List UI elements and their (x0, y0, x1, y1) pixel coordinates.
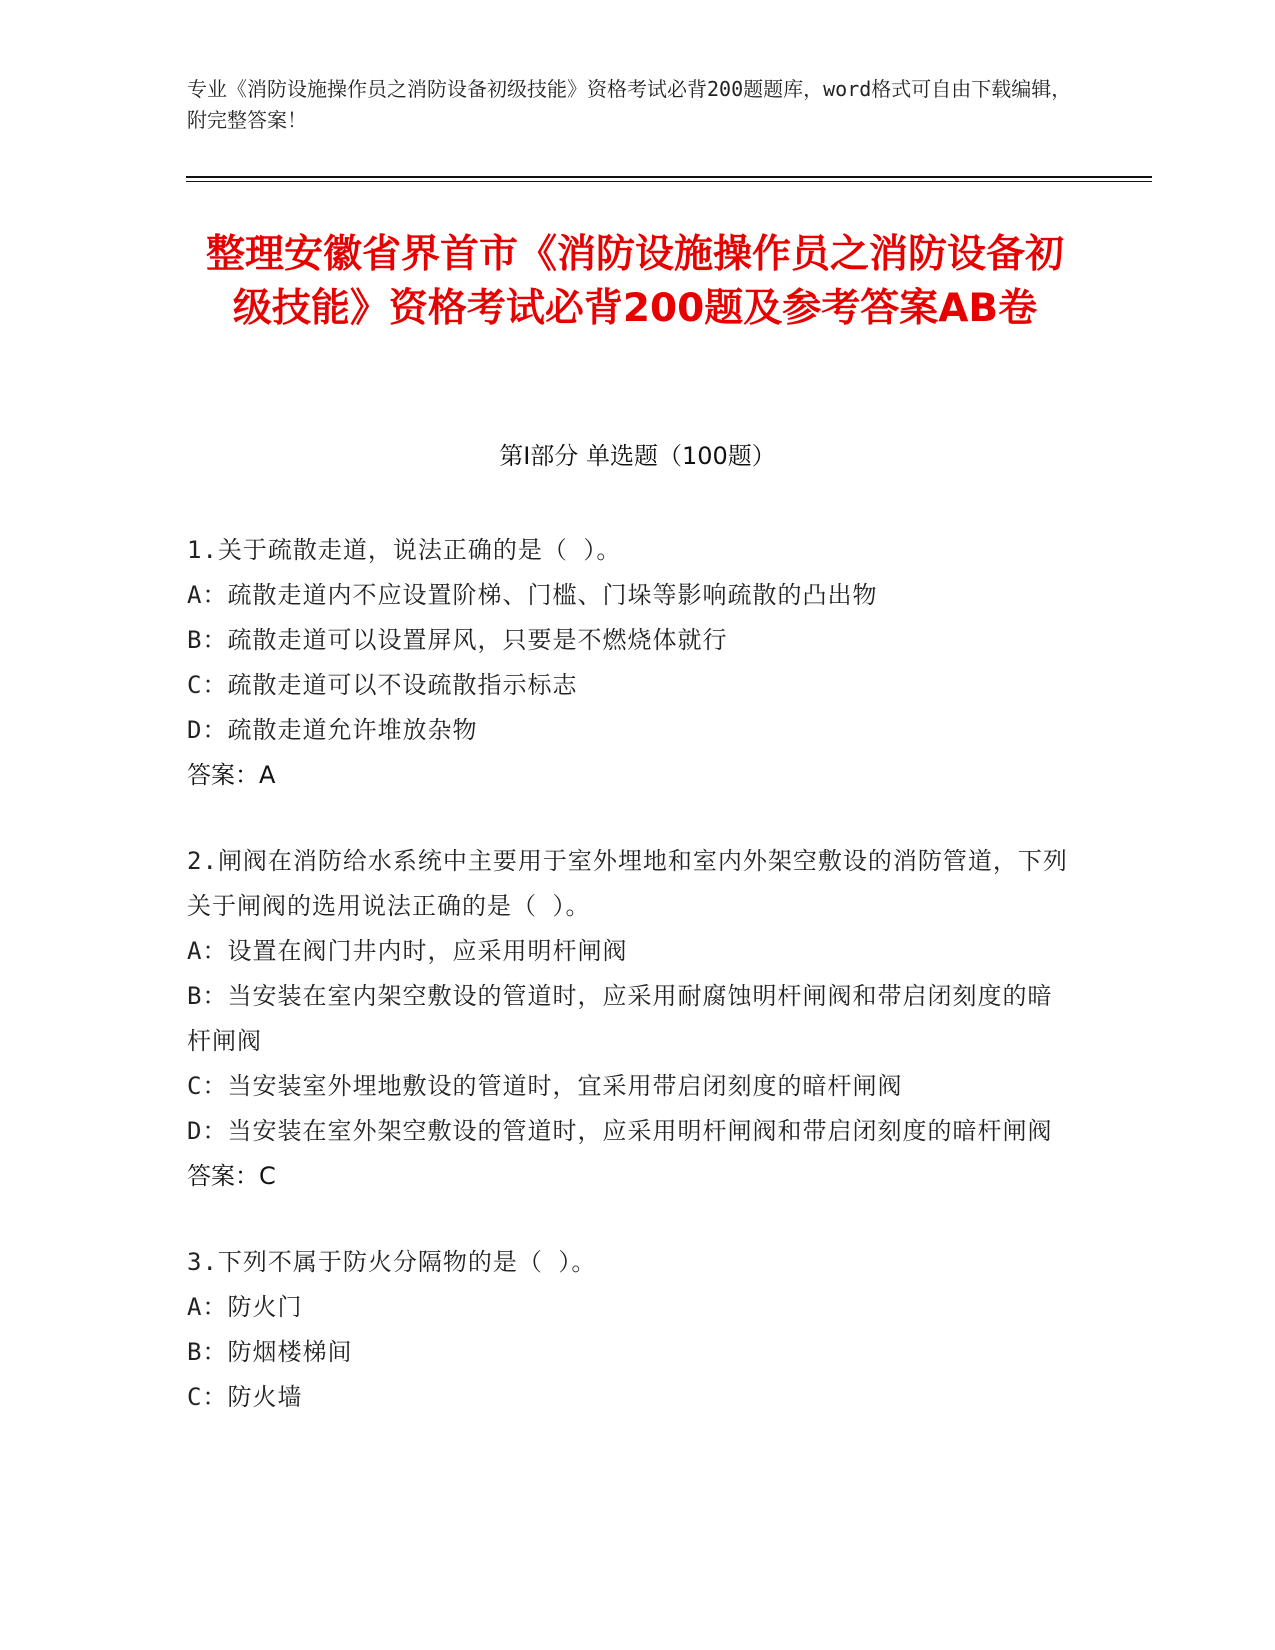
option-d: D：当安装在室外架空敷设的管道时，应采用明杆闸阀和带启闭刻度的暗杆闸阀 (187, 1117, 1053, 1145)
question-stem: 2.闸阀在消防给水系统中主要用于室外埋地和室内外架空敷设的消防管道，下列关于闸阀的选用说法正确的是（ ）。 (187, 847, 1068, 920)
option-c: C：防火墙 (187, 1383, 303, 1411)
option-d: D：疏散走道允许堆放杂物 (187, 716, 478, 744)
answer-line: 答案：A (187, 761, 276, 789)
answer-line: 答案：C (187, 1162, 276, 1190)
question-list (187, 528, 1077, 1461)
header-rule-thick (186, 176, 1152, 178)
option-b: B：防烟楼梯间 (187, 1338, 353, 1366)
option-a: A：防火门 (187, 1293, 303, 1321)
option-c: C：疏散走道可以不设疏散指示标志 (187, 671, 578, 699)
question-item (187, 1240, 1077, 1420)
question-item (187, 839, 1077, 1199)
option-c: C：当安装室外埋地敷设的管道时，宜采用带启闭刻度的暗杆闸阀 (187, 1072, 903, 1100)
header-rule-thin (186, 181, 1152, 182)
option-b: B：疏散走道可以设置屏风，只要是不燃烧体就行 (187, 626, 728, 654)
document-title: 整理安徽省界首市《消防设施操作员之消防设备初级技能》资格考试必背200题及参考答案AB卷 (205, 232, 1064, 331)
option-b: B：当安装在室内架空敷设的管道时，应采用耐腐蚀明杆闸阀和带启闭刻度的暗杆闸阀 (187, 982, 1053, 1055)
question-stem: 1.关于疏散走道，说法正确的是（ ）。 (187, 536, 622, 564)
header-note: 专业《消防设施操作员之消防设备初级技能》资格考试必背200题题库，word格式可自由下载编辑，附完整答案！ (187, 77, 1072, 132)
question-item (187, 528, 1077, 798)
option-a: A：疏散走道内不应设置阶梯、门槛、门垛等影响疏散的凸出物 (187, 581, 878, 609)
option-a: A：设置在阀门井内时，应采用明杆闸阀 (187, 937, 628, 965)
question-stem: 3.下列不属于防火分隔物的是（ ）。 (187, 1248, 597, 1276)
section-heading: 第Ⅰ部分 单选题（100题） (499, 442, 776, 470)
